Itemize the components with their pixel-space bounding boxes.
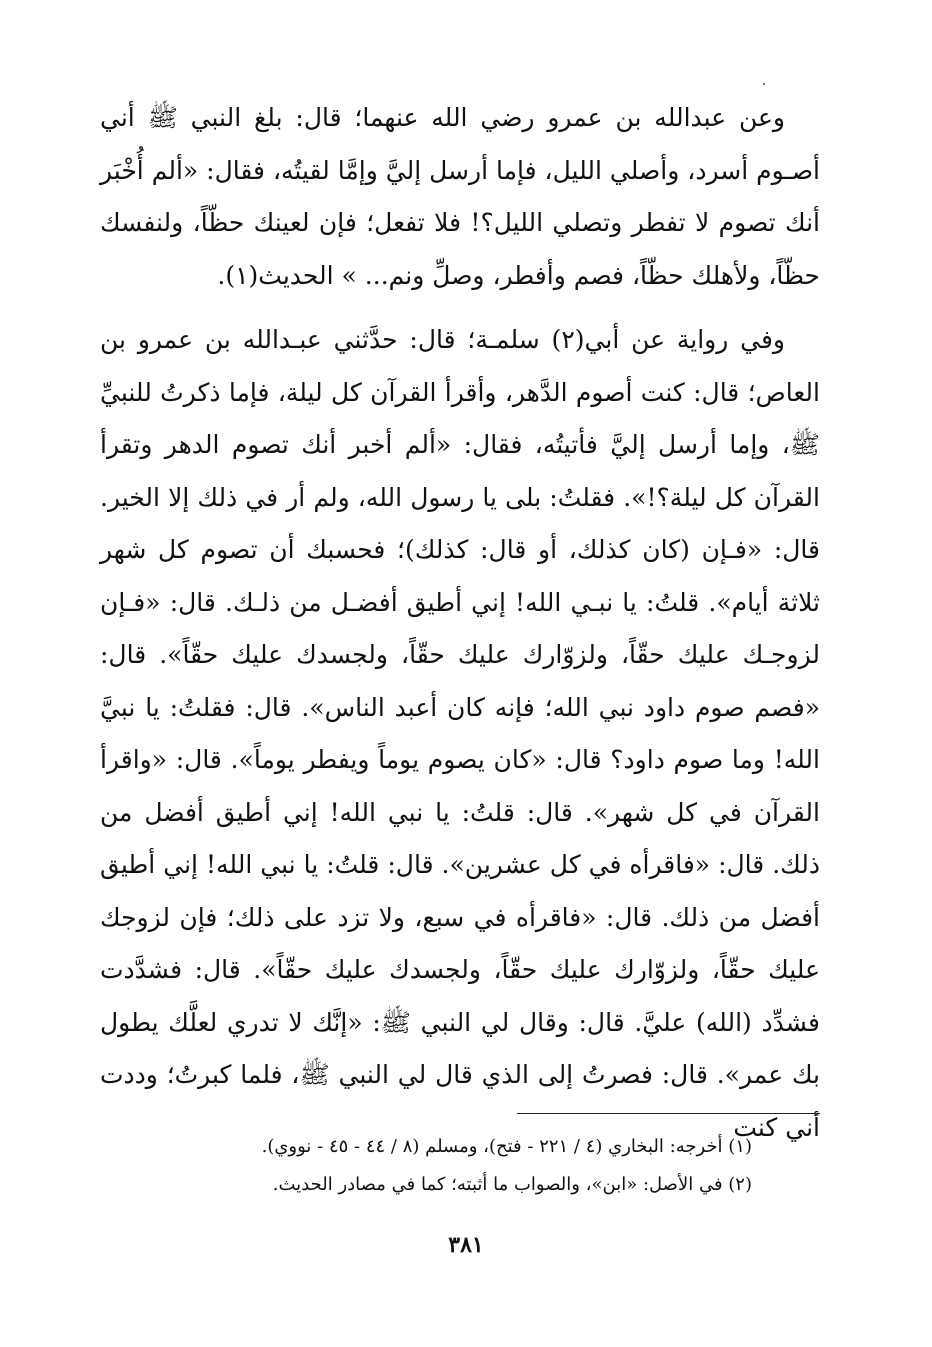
paragraph-2: وفي رواية عن أبي(٢) سلمـة؛ قال: حدَّثني عبـدالله بن عمرو بن العاص؛ قال: كنت أصوم الدَّهر، وأقرأ القرآن كل ليلة، فإما ذكرتُ للنبيِّ ﷺ، وإما أرسل إليَّ فأتيتُه، فقال: «ألم أخبر أنك تصوم الدهر وتقرأ القرآن كل ليلة؟!». فقلتُ: بلى يا رسول الله، ولم أر في ذلك إلا الخير. قال: «فـإن (كان كذلك، أو قال: كذلك)؛ فحسبك أن تصوم كل شهر ثلاثة أيام». قلتُ: يا نبـي الله! إني أطيق أفضـل من ذلـك. قال: «فـإن لزوجـك عليك حقّاً، ولزوّارك عليك حقّاً، ولجسدك عليك حقّاً». قال: «فصم صوم داود نبي الله؛ فإنه كان أعبد الناس». قال: فقلتُ: يا نبيَّ الله! وما صوم داود؟ قال: «كان يصوم يوماً ويفطر يوماً». قال: «واقرأ القرآن في كل شهر». قال: قلتُ: يا نبي الله! إني أطيق أفضل من ذلك. قال: «فاقرأه في كل عشرين». قال: قلتُ: يا نبي الله! إني أطيق أفضل من ذلك. قال: «فاقرأه في سبع، ولا تزد على ذلك؛ فإن لزوجك عليك حقّاً، ولزوّارك عليك حقّاً، ولجسدك عليك حقّاً». قال: فشدَّدت فشدِّد (الله) عليَّ. قال: وقال لي النبي ﷺ: «إنَّك لا تدري لعلَّك يطول بك عمر». قال: فصرتُ إلى الذي قال لي النبي ﷺ، فلما كبرتُ؛ وددت أني كنت bbox=[100, 325, 820, 1142]
paragraph-1: وعن عبدالله بن عمرو رضي الله عنهما؛ قال: بلغ النبي ﷺ أني أصـوم أسرد، وأصلي الليل، فإما أرسل إليَّ وإمَّا لقيتُه، فقال: «ألم أُخْبَر أنك تصوم لا تفطر وتصلي الليل؟! فلا تفعل؛ فإن لعينك حظّاً، ولنفسك حظّاً، ولأهلك حظّاً، فصم وأفطر، وصلِّ ونم... » الحديث(١). bbox=[100, 103, 820, 290]
footnote-separator bbox=[517, 1113, 820, 1114]
page-number: ٣٨١ bbox=[448, 1232, 484, 1258]
ink-speck bbox=[763, 83, 765, 85]
footnotes bbox=[100, 1128, 752, 1204]
main-text bbox=[100, 92, 820, 1154]
footnote-1: (١) أخرجه: البخاري (٤ / ٢٢١ - فتح)، ومسلم (٨ / ٤٤ - ٤٥ - نووي). bbox=[261, 1136, 752, 1157]
footnote-2: (٢) في الأصل: «ابن»، والصواب ما أثبته؛ كما في مصادر الحديث. bbox=[272, 1174, 752, 1195]
